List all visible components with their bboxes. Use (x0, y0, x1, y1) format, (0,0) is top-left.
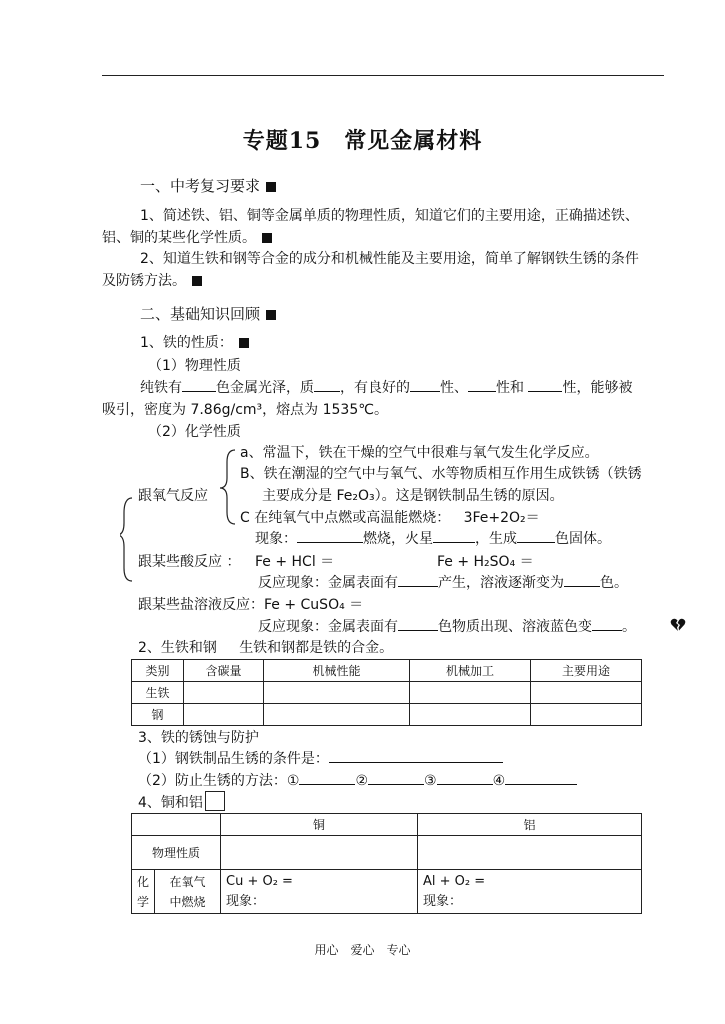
with-oxygen-label: 跟氧气反应 (138, 488, 208, 504)
table-row-label: 物理性质 (132, 836, 221, 870)
oxygen-reaction-b2: 主要成分是 Fe₂O₃）。这是钢铁制品生锈的原因。 (262, 488, 564, 504)
table-cell[interactable] (410, 682, 531, 704)
iron-props-heading: 1、铁的性质： (140, 332, 249, 354)
iron-steel-heading: 2、生铁和钢 生铁和钢都是铁的合金。 (138, 640, 394, 656)
acid-phenomenon: 反应现象：金属表面有 产生，溶液逐渐变为 色。 (258, 572, 628, 594)
table-header: 铝 (418, 814, 642, 836)
header-rule (102, 75, 664, 76)
section2-heading: 二、基础知识回顾 (140, 303, 276, 324)
page-title: 专题15 常见金属材料 (242, 128, 483, 154)
table-row-label: 生铁 (132, 682, 184, 704)
oxygen-reaction-c: C 在纯氧气中点燃或高温能燃烧： 3Fe+2O₂＝ (240, 510, 540, 526)
physical-props-line1: 纯铁有 色金属光泽，质 ，有良好的 性、 性和 性，能够被 (140, 377, 632, 399)
salt-phenomenon: 反应现象：金属表面有 色物质出现、溶液蓝色变 。 (258, 616, 636, 638)
blank[interactable] (468, 377, 496, 392)
table-cell[interactable] (418, 836, 642, 870)
req-item2-line2: 及防锈方法。 (102, 270, 202, 292)
blank[interactable] (182, 377, 216, 392)
table-cell[interactable] (184, 682, 264, 704)
broken-heart-icon (670, 618, 686, 632)
cu-al-table (131, 813, 642, 914)
blank[interactable] (517, 528, 555, 543)
table-cell[interactable] (531, 704, 642, 726)
blank[interactable] (592, 616, 622, 631)
iron-steel-table (131, 659, 642, 726)
table-cell[interactable] (264, 704, 410, 726)
blank[interactable] (299, 770, 355, 785)
req-item2-line1: 2、知道生铁和钢等合金的成分和机械性能及主要用途，简单了解钢铁生锈的条件 (140, 251, 639, 267)
blank[interactable] (564, 572, 600, 587)
blank[interactable] (297, 528, 363, 543)
blank[interactable] (398, 572, 438, 587)
rust-condition: （1）钢铁制品生锈的条件是： (138, 748, 503, 770)
physical-props-line2: 吸引，密度为 7.86g/cm³，熔点为 1535℃。 (102, 402, 388, 418)
table-header-empty (132, 814, 221, 836)
table-cell[interactable] (221, 836, 418, 870)
page-footer: 用心 爱心 专心 (314, 943, 411, 957)
table-header: 含碳量 (184, 660, 264, 682)
table-header: 类别 (132, 660, 184, 682)
blank[interactable] (437, 770, 493, 785)
table-row-label: 钢 (132, 704, 184, 726)
table-cell[interactable] (531, 682, 642, 704)
bullet-square-icon (266, 310, 276, 320)
blank[interactable] (410, 377, 440, 392)
bullet-square-icon (266, 182, 276, 192)
table-row-label: 化 学 (132, 870, 155, 914)
with-salt-label: 跟某些盐溶液反应：Fe + CuSO₄ ＝ (138, 597, 364, 613)
table-cell[interactable]: Cu + O₂ = 现象： (221, 870, 418, 914)
blank[interactable] (368, 770, 424, 785)
table-cell[interactable] (410, 704, 531, 726)
blank[interactable] (433, 528, 475, 543)
table-cell[interactable] (264, 682, 410, 704)
table-cell[interactable]: Al + O₂ = 现象： (418, 870, 642, 914)
table-header: 机械性能 (264, 660, 410, 682)
table-row-label: 在氧气 中燃烧 (155, 870, 221, 914)
req-item1-line1: 1、简述铁、铝、铜等金属单质的物理性质，知道它们的主要用途，正确描述铁、 (140, 208, 639, 224)
req-item1-line2: 铝、铜的某些化学性质。 (102, 227, 272, 249)
with-acid-label: 跟某些酸反应 ： (138, 554, 241, 570)
oxygen-reaction-a: a、常温下，铁在干燥的空气中很难与氧气发生化学反应。 (240, 445, 599, 461)
acid-eq-h2so4: Fe + H₂SO₄ ＝ (437, 554, 534, 570)
blank[interactable] (528, 377, 562, 392)
table-header: 机械加工 (410, 660, 531, 682)
blank[interactable] (329, 748, 503, 763)
acid-eq-hcl: Fe + HCl ＝ (255, 554, 335, 570)
cu-al-heading: 4、铜和铝 (138, 795, 203, 811)
oxygen-reaction-b1: B、铁在潮湿的空气中与氧气、水等物质相互作用生成铁锈（铁锈 (240, 466, 642, 482)
rust-heading: 3、铁的锈蚀与防护 (138, 730, 259, 746)
rust-prevention: （2）防止生锈的方法：① ② ③ ④ (138, 770, 577, 792)
blank[interactable] (314, 377, 340, 392)
blank[interactable] (398, 616, 438, 631)
chemical-heading: （2）化学性质 (148, 424, 241, 440)
bullet-square-icon (192, 276, 202, 286)
table-header: 主要用途 (531, 660, 642, 682)
table-cell[interactable] (184, 704, 264, 726)
section1-heading: 一、中考复习要求 (140, 175, 276, 196)
checkbox[interactable] (205, 791, 225, 811)
blank[interactable] (505, 770, 577, 785)
bullet-square-icon (239, 338, 249, 348)
oxygen-phenomenon: 现象： 燃烧，火星 ，生成 色固体。 (255, 528, 611, 550)
bullet-square-icon (262, 233, 272, 243)
table-header: 铜 (221, 814, 418, 836)
physical-heading: （1）物理性质 (148, 358, 241, 374)
